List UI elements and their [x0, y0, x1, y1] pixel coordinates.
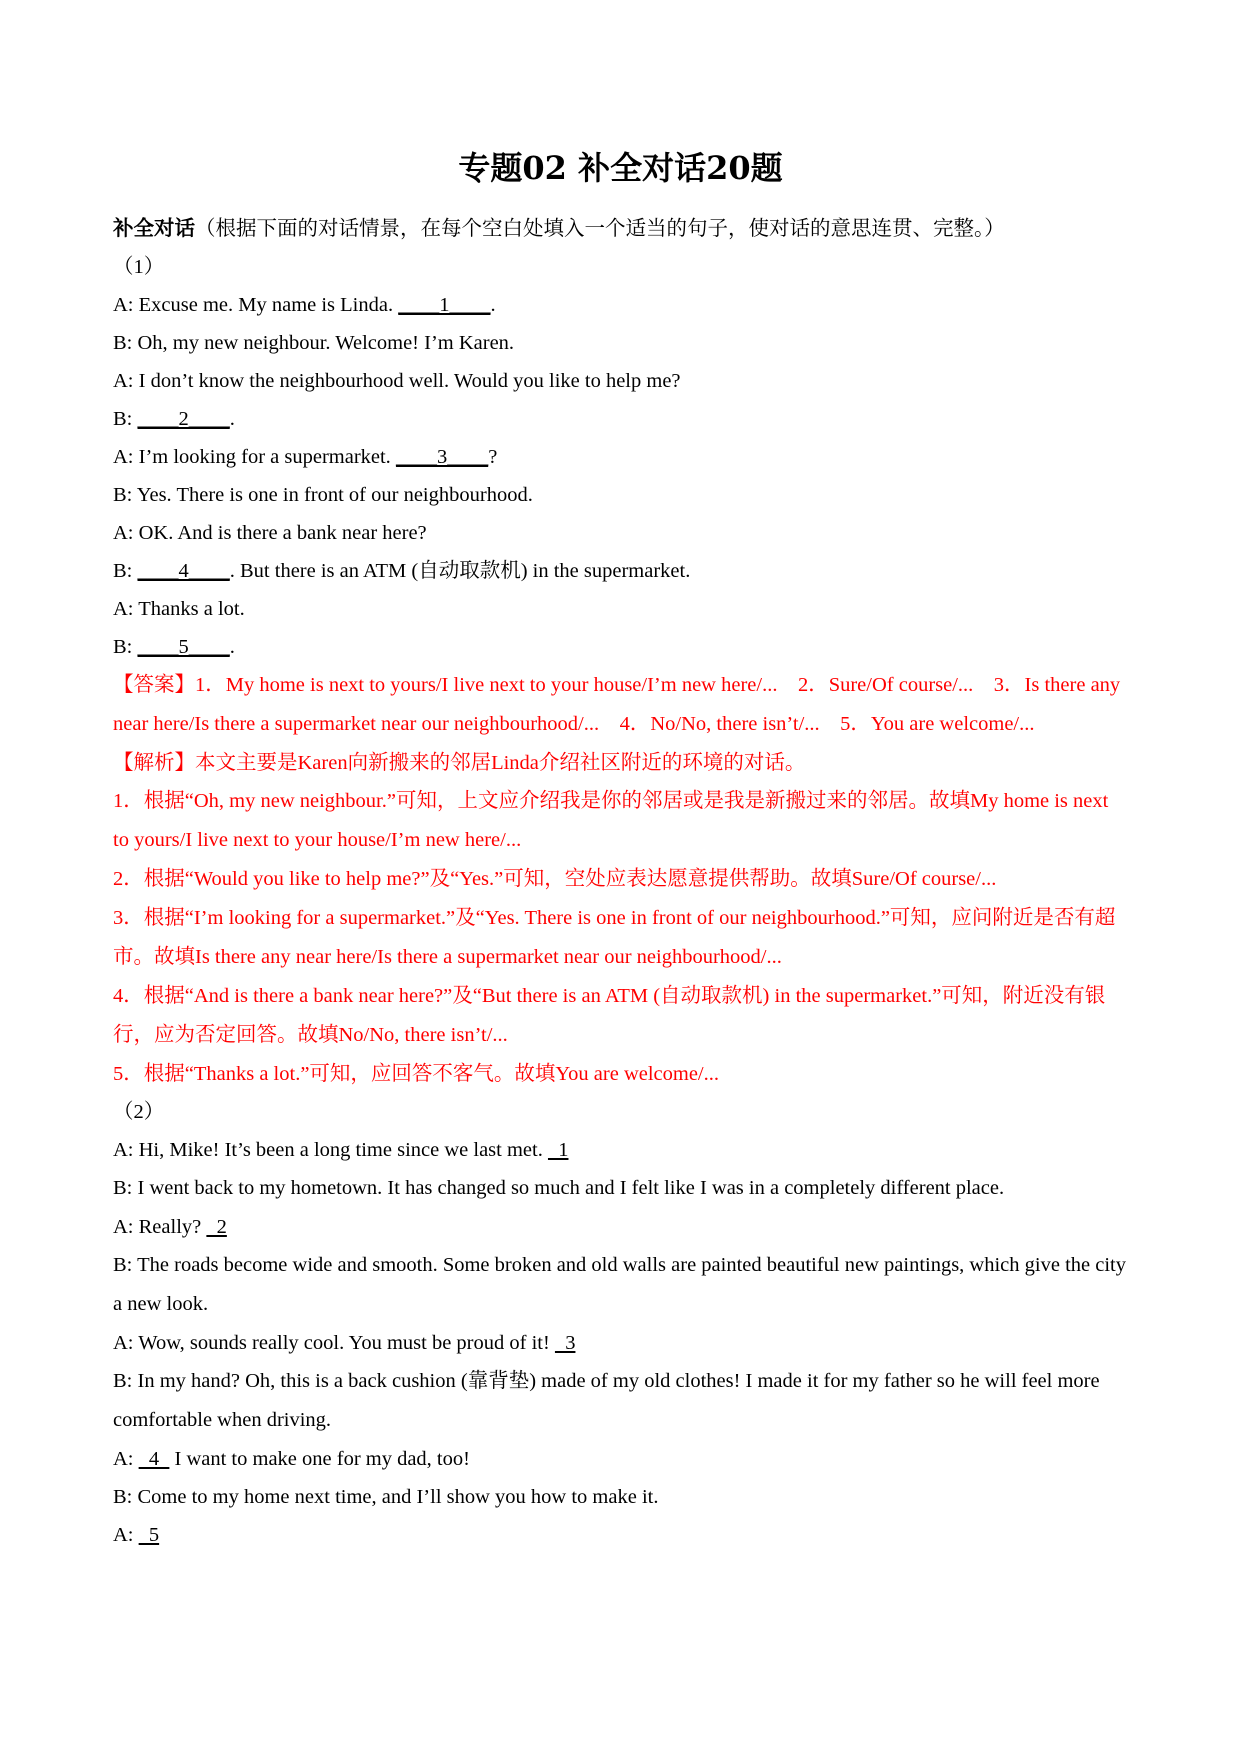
dialogue-line — [113, 1246, 1128, 1324]
dialogue-text: A: — [113, 1448, 139, 1470]
analysis-item: 3．根据“I’m looking for a supermarket.”及“Yes. There is one in front of our neighbourhood.”可知，应问附近是否有超市。故填Is there any near here/Is there a supermarket near our neighbourhood/... — [113, 907, 1116, 968]
dialogue-text: B: — [113, 636, 138, 658]
analysis-item: 4．根据“And is there a bank near here?”及“But there is an ATM (自动取款机) in the supermarket.”可知，附近没有银行，应为否定回答。故填No/No, there isn’t/... — [113, 985, 1106, 1046]
dialogue-text: B: — [113, 560, 138, 582]
dialogue-text: I want to make one for my dad, too! — [169, 1448, 470, 1470]
dialogue-line — [113, 552, 1128, 590]
dialogue-text: A: Wow, sounds really cool. You must be proud of it! — [113, 1332, 555, 1354]
answer-blank[interactable]: ____3____ — [395, 446, 489, 468]
section-number: （2） — [113, 1101, 165, 1123]
analysis-item: 1．根据“Oh, my new neighbour.”可知，上文应介绍我是你的邻居或是我是新搬过来的邻居。故填My home is next to yours/I live next to your house/I’m new here/... — [113, 790, 1109, 851]
section-number: （1） — [113, 256, 165, 278]
dialogue-line — [113, 476, 1128, 514]
dialogue-line — [113, 1324, 1128, 1362]
answer-blank[interactable]: ____1____ — [398, 294, 491, 316]
dialogue-text: A: — [113, 1524, 139, 1546]
answer-blank[interactable]: 5 — [138, 1524, 160, 1546]
analysis-intro-text: 本文主要是Karen向新搬来的邻居Linda介绍社区附近的环境的对话。 — [195, 752, 806, 774]
answer-blank[interactable]: ____4____ — [137, 560, 230, 582]
dialogue-text: A: OK. And is there a bank near here? — [113, 522, 427, 544]
document-body — [113, 210, 1128, 1554]
dialogue-line — [113, 514, 1128, 552]
answer-blank[interactable]: 4 — [138, 1448, 170, 1470]
analysis-item: 5．根据“Thanks a lot.”可知，应回答不客气。故填You are welcome/... — [113, 1063, 720, 1085]
dialogue-line — [113, 1516, 1128, 1554]
dialogue-text: A: Hi, Mike! It’s been a long time since we last met. — [113, 1139, 548, 1161]
dialogue-line — [113, 1478, 1128, 1516]
page-title: 专题02 补全对话20题 — [458, 149, 783, 187]
dialogue-text: B: Yes. There is one in front of our neighbourhood. — [113, 484, 533, 506]
dialogue-text: B: — [113, 408, 138, 430]
analysis-label: 【解析】 — [113, 752, 195, 774]
dialogue-line — [113, 1208, 1128, 1246]
dialogue-text: B: Come to my home next time, and I’ll show you how to make it. — [113, 1486, 659, 1508]
dialogue-1 — [113, 286, 1128, 666]
dialogue-line — [113, 1131, 1128, 1169]
analysis-item: 2．根据“Would you like to help me?”及“Yes.”可知，空处应表达愿意提供帮助。故填Sure/Of course/... — [113, 868, 997, 890]
dialogue-text: ? — [488, 446, 498, 468]
dialogue-text: . But there is an ATM (自动取款机) in the supermarket. — [229, 560, 691, 582]
answer-block — [113, 666, 1128, 744]
dialogue-line — [113, 1169, 1128, 1208]
dialogue-text: A: Really? — [113, 1216, 207, 1238]
instruction — [113, 210, 1128, 248]
analysis-intro — [113, 744, 1128, 782]
dialogue-line — [113, 286, 1128, 324]
dialogue-line — [113, 362, 1128, 400]
dialogue-text: . — [229, 408, 235, 430]
analysis-list — [113, 782, 1128, 1093]
answer-blank[interactable]: ____5____ — [137, 636, 230, 658]
dialogue-text: B: I went back to my hometown. It has changed so much and I felt like I was in a completely different place. — [113, 1177, 1005, 1199]
dialogue-text: A: I don’t know the neighbourhood well. Would you like to help me? — [113, 370, 681, 392]
dialogue-text: B: The roads become wide and smooth. Some broken and old walls are painted beautiful new paintings, which give the city a new look. — [113, 1254, 1126, 1315]
instruction-label: 补全对话 — [113, 218, 195, 240]
answer-blank[interactable]: 2 — [206, 1216, 227, 1238]
dialogue-text: . — [490, 294, 496, 316]
dialogue-text: A: Thanks a lot. — [113, 598, 245, 620]
instruction-text: （根据下面的对话情景，在每个空白处填入一个适当的句子，使对话的意思连贯、完整。） — [195, 218, 1005, 240]
dialogue-text: . — [229, 636, 235, 658]
dialogue-line — [113, 1362, 1128, 1440]
dialogue-line — [113, 628, 1128, 666]
dialogue-text: B: Oh, my new neighbour. Welcome! I’m Karen. — [113, 332, 515, 354]
dialogue-line — [113, 400, 1128, 438]
answer-blank[interactable]: ____2____ — [137, 408, 230, 430]
answer-label: 【答案】 — [113, 674, 195, 696]
dialogue-text: A: Excuse me. My name is Linda. — [113, 294, 399, 316]
dialogue-line — [113, 590, 1128, 628]
dialogue-line — [113, 438, 1128, 476]
answer-blank[interactable]: 3 — [554, 1332, 576, 1354]
dialogue-line — [113, 1440, 1128, 1478]
dialogue-line — [113, 324, 1128, 362]
answer-text: 1．My home is next to yours/I live next to your house/I’m new here/... 2．Sure/Of course/... 3．Is there any near here/Is there a supermarket near our neighbourhood/... 4．No/No, there isn’t/... 5．You are welcome/... — [113, 674, 1121, 735]
answer-blank[interactable]: 1 — [547, 1139, 569, 1161]
dialogue-2 — [113, 1131, 1128, 1554]
dialogue-text: B: In my hand? Oh, this is a back cushion (靠背垫) made of my old clothes! I made it for my father so he will feel more comfortable when driving. — [113, 1370, 1100, 1431]
dialogue-text: A: I’m looking for a supermarket. — [113, 446, 396, 468]
